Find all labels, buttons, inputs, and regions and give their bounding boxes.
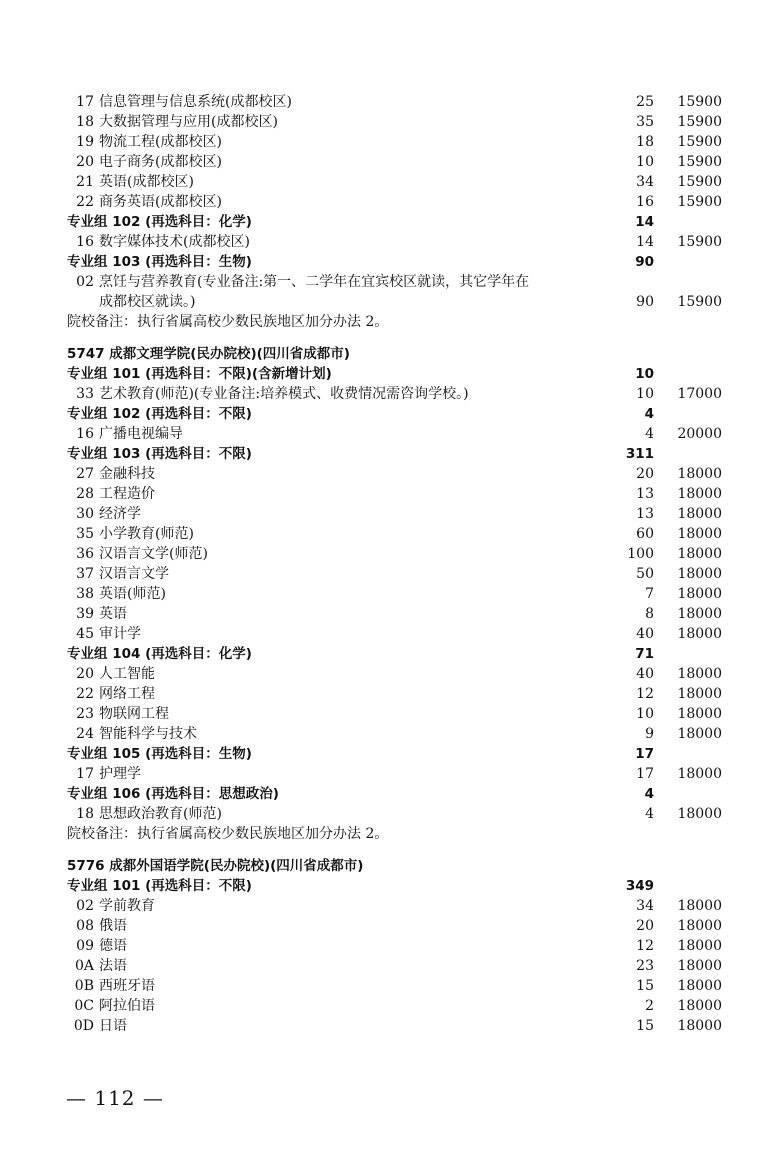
major-name: 信息管理与信息系统(成都校区)	[99, 94, 292, 110]
plan-count: 10	[636, 386, 654, 402]
major-code: 28	[76, 486, 94, 502]
tuition-fee: 18000	[677, 918, 722, 934]
tuition-fee: 18000	[677, 1018, 722, 1034]
major-row	[0, 976, 777, 996]
major-row	[0, 484, 777, 504]
plan-count: 9	[645, 726, 654, 742]
major-code: 24	[76, 726, 94, 742]
major-row	[0, 112, 777, 132]
plan-count: 20	[636, 466, 654, 482]
tuition-fee: 18000	[677, 806, 722, 822]
plan-count: 90	[636, 294, 654, 310]
major-name: 智能科学与技术	[99, 726, 197, 742]
major-group-row	[0, 252, 777, 272]
plan-count: 4	[644, 786, 654, 802]
major-row	[0, 292, 777, 312]
major-code: 08	[76, 918, 94, 934]
plan-count: 40	[636, 626, 654, 642]
major-row	[0, 604, 777, 624]
group-title: 专业组 106 (再选科目：思想政治)	[67, 786, 279, 802]
major-name: 西班牙语	[99, 978, 155, 994]
plan-count: 15	[636, 978, 654, 994]
plan-count: 17	[635, 746, 654, 762]
major-code: 17	[76, 766, 94, 782]
major-code: 37	[76, 566, 94, 582]
major-name: 数字媒体技术(成都校区)	[99, 234, 250, 250]
plan-count: 4	[645, 806, 654, 822]
major-code: 38	[76, 586, 94, 602]
remark-text: 院校备注：执行省属高校少数民族地区加分办法 2。	[67, 314, 389, 330]
major-name: 电子商务(成都校区)	[99, 154, 222, 170]
major-row	[0, 724, 777, 744]
major-row	[0, 384, 777, 404]
plan-count: 34	[636, 898, 654, 914]
major-row	[0, 152, 777, 172]
major-row	[0, 936, 777, 956]
plan-count: 4	[644, 406, 654, 422]
tuition-fee: 15900	[677, 234, 722, 250]
tuition-fee: 20000	[677, 426, 722, 442]
group-title: 专业组 101 (再选科目：不限)	[67, 878, 252, 894]
tuition-fee: 18000	[677, 506, 722, 522]
major-name: 物联网工程	[99, 706, 169, 722]
plan-count: 34	[636, 174, 654, 190]
major-name: 日语	[99, 1018, 127, 1034]
major-name: 英语	[99, 606, 127, 622]
major-row	[0, 544, 777, 564]
plan-count: 17	[636, 766, 654, 782]
tuition-fee: 15900	[677, 114, 722, 130]
tuition-fee: 18000	[677, 566, 722, 582]
plan-count: 35	[636, 114, 654, 130]
major-row	[0, 232, 777, 252]
college-header-row	[0, 344, 777, 364]
tuition-fee: 17000	[677, 386, 722, 402]
major-code: 16	[76, 234, 94, 250]
major-code: 36	[76, 546, 94, 562]
plan-count: 71	[635, 646, 654, 662]
group-title: 专业组 105 (再选科目：生物)	[67, 746, 252, 762]
college-name: 5776 成都外国语学院(民办院校)(四川省成都市)	[67, 858, 364, 874]
major-code: 33	[76, 386, 94, 402]
major-name: 成都校区就读。)	[99, 294, 196, 310]
major-code: 20	[76, 666, 94, 682]
major-code: 0C	[74, 998, 94, 1014]
major-name: 网络工程	[99, 686, 155, 702]
group-title: 专业组 101 (再选科目：不限)(含新增计划)	[67, 366, 332, 382]
tuition-fee: 18000	[677, 546, 722, 562]
major-group-row	[0, 876, 777, 896]
major-code: 16	[76, 426, 94, 442]
major-group-row	[0, 644, 777, 664]
major-row	[0, 424, 777, 444]
tuition-fee: 18000	[677, 606, 722, 622]
plan-count: 10	[636, 154, 654, 170]
tuition-fee: 18000	[677, 586, 722, 602]
tuition-fee: 15900	[677, 194, 722, 210]
major-row	[0, 464, 777, 484]
major-name: 英语(成都校区)	[99, 174, 194, 190]
tuition-fee: 18000	[677, 978, 722, 994]
major-group-row	[0, 784, 777, 804]
tuition-fee: 15900	[677, 174, 722, 190]
admission-plan-table	[0, 92, 777, 1036]
plan-count: 25	[636, 94, 654, 110]
major-group-row	[0, 444, 777, 464]
major-name: 俄语	[99, 918, 127, 934]
tuition-fee: 18000	[677, 486, 722, 502]
major-name: 商务英语(成都校区)	[99, 194, 222, 210]
major-code: 45	[76, 626, 94, 642]
plan-count: 349	[625, 878, 654, 894]
major-code: 18	[76, 114, 94, 130]
remark-text: 院校备注：执行省属高校少数民族地区加分办法 2。	[67, 826, 389, 842]
major-row	[0, 956, 777, 976]
major-code: 0D	[73, 1018, 94, 1034]
plan-count: 14	[636, 234, 654, 250]
plan-count: 23	[636, 958, 654, 974]
major-row	[0, 996, 777, 1016]
plan-count: 8	[645, 606, 654, 622]
major-name: 工程造价	[99, 486, 155, 502]
college-header-row	[0, 856, 777, 876]
plan-count: 10	[635, 366, 654, 382]
major-row	[0, 132, 777, 152]
major-name: 汉语言文学(师范)	[99, 546, 208, 562]
major-row	[0, 584, 777, 604]
plan-count: 16	[636, 194, 654, 210]
tuition-fee: 18000	[677, 466, 722, 482]
page-number: — 112 —	[66, 1086, 164, 1110]
major-row	[0, 704, 777, 724]
major-code: 09	[76, 938, 94, 954]
major-row	[0, 896, 777, 916]
major-row	[0, 1016, 777, 1036]
group-title: 专业组 102 (再选科目：不限)	[67, 406, 252, 422]
tuition-fee: 15900	[677, 294, 722, 310]
plan-count: 90	[635, 254, 654, 270]
tuition-fee: 18000	[677, 686, 722, 702]
major-group-row	[0, 364, 777, 384]
plan-count: 15	[636, 1018, 654, 1034]
group-title: 专业组 103 (再选科目：生物)	[67, 254, 252, 270]
plan-count: 14	[635, 214, 654, 230]
tuition-fee: 18000	[677, 766, 722, 782]
college-name: 5747 成都文理学院(民办院校)(四川省成都市)	[67, 346, 350, 362]
major-code: 27	[76, 466, 94, 482]
college-remark-row	[0, 824, 777, 844]
tuition-fee: 18000	[677, 526, 722, 542]
tuition-fee: 18000	[677, 726, 722, 742]
major-row	[0, 916, 777, 936]
major-code: 23	[76, 706, 94, 722]
major-code: 35	[76, 526, 94, 542]
major-row	[0, 524, 777, 544]
plan-count: 2	[645, 998, 654, 1014]
plan-count: 10	[636, 706, 654, 722]
major-code: 02	[76, 274, 94, 290]
plan-count: 18	[636, 134, 654, 150]
major-code: 20	[76, 154, 94, 170]
major-row	[0, 272, 777, 292]
major-row	[0, 804, 777, 824]
major-name: 广播电视编导	[99, 426, 183, 442]
major-name: 思想政治教育(师范)	[99, 806, 222, 822]
tuition-fee: 18000	[677, 998, 722, 1014]
major-name: 阿拉伯语	[99, 998, 155, 1014]
group-title: 专业组 104 (再选科目：化学)	[67, 646, 252, 662]
major-row	[0, 624, 777, 644]
major-name: 审计学	[99, 626, 141, 642]
group-title: 专业组 102 (再选科目：化学)	[67, 214, 252, 230]
major-group-row	[0, 744, 777, 764]
major-name: 汉语言文学	[99, 566, 169, 582]
plan-count: 50	[636, 566, 654, 582]
major-code: 02	[76, 898, 94, 914]
major-group-row	[0, 212, 777, 232]
major-name: 烹饪与营养教育(专业备注:第一、二学年在宜宾校区就读，其它学年在	[99, 274, 530, 290]
major-group-row	[0, 404, 777, 424]
tuition-fee: 18000	[677, 666, 722, 682]
major-code: 17	[76, 94, 94, 110]
tuition-fee: 18000	[677, 626, 722, 642]
plan-count: 311	[625, 446, 654, 462]
major-name: 大数据管理与应用(成都校区)	[99, 114, 278, 130]
plan-count: 4	[645, 426, 654, 442]
major-name: 法语	[99, 958, 127, 974]
major-row	[0, 172, 777, 192]
plan-count: 13	[636, 486, 654, 502]
major-row	[0, 504, 777, 524]
major-row	[0, 684, 777, 704]
tuition-fee: 18000	[677, 938, 722, 954]
major-name: 德语	[99, 938, 127, 954]
plan-count: 12	[636, 686, 654, 702]
major-code: 22	[76, 686, 94, 702]
major-row	[0, 564, 777, 584]
plan-count: 13	[636, 506, 654, 522]
plan-count: 100	[627, 546, 654, 562]
tuition-fee: 15900	[677, 94, 722, 110]
tuition-fee: 15900	[677, 134, 722, 150]
major-code: 39	[76, 606, 94, 622]
major-name: 艺术教育(师范)(专业备注:培养模式、收费情况需咨询学校。)	[99, 386, 469, 402]
group-title: 专业组 103 (再选科目：不限)	[67, 446, 252, 462]
major-code: 0A	[74, 958, 94, 974]
major-code: 30	[76, 506, 94, 522]
plan-count: 20	[636, 918, 654, 934]
plan-count: 12	[636, 938, 654, 954]
major-code: 22	[76, 194, 94, 210]
major-code: 18	[76, 806, 94, 822]
plan-count: 40	[636, 666, 654, 682]
major-name: 金融科技	[99, 466, 155, 482]
tuition-fee: 15900	[677, 154, 722, 170]
major-name: 经济学	[99, 506, 141, 522]
major-name: 学前教育	[99, 898, 155, 914]
major-row	[0, 664, 777, 684]
tuition-fee: 18000	[677, 898, 722, 914]
tuition-fee: 18000	[677, 958, 722, 974]
major-code: 21	[76, 174, 94, 190]
major-name: 护理学	[99, 766, 141, 782]
tuition-fee: 18000	[677, 706, 722, 722]
major-row	[0, 92, 777, 112]
major-code: 19	[76, 134, 94, 150]
plan-count: 60	[636, 526, 654, 542]
plan-count: 7	[645, 586, 654, 602]
college-remark-row	[0, 312, 777, 332]
major-name: 物流工程(成都校区)	[99, 134, 222, 150]
major-code: 0B	[74, 978, 94, 994]
major-name: 人工智能	[99, 666, 155, 682]
major-row	[0, 764, 777, 784]
major-name: 英语(师范)	[99, 586, 166, 602]
major-name: 小学教育(师范)	[99, 526, 194, 542]
major-row	[0, 192, 777, 212]
